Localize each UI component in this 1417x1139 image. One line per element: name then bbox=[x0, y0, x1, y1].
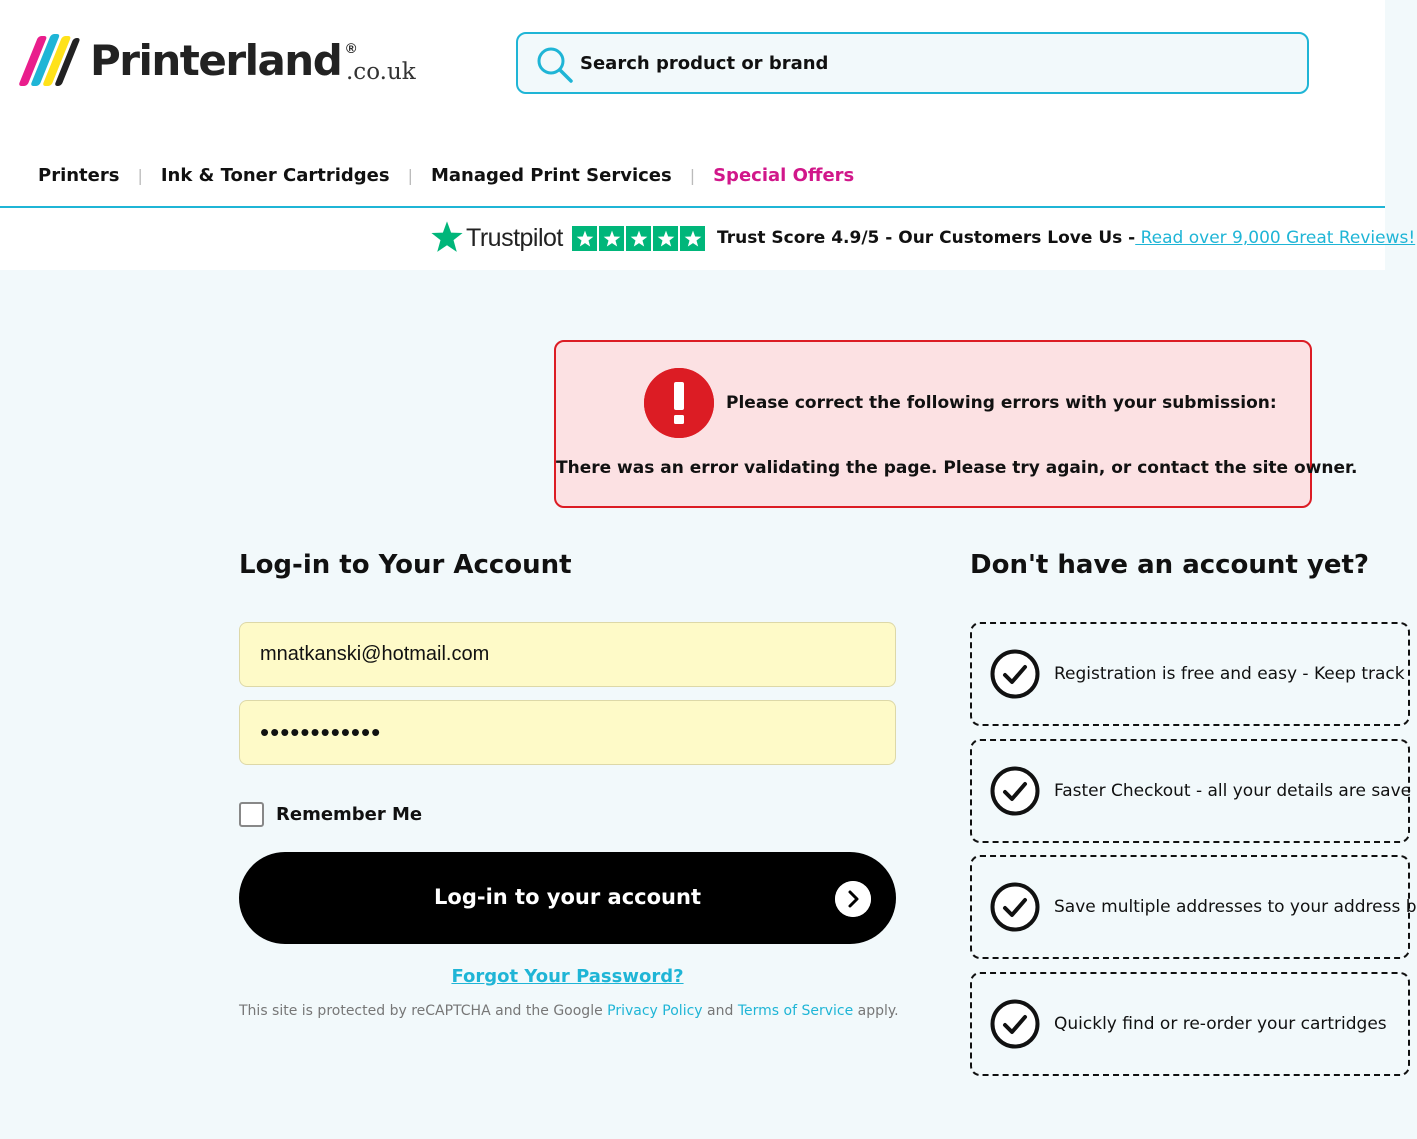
logo-stripes-icon bbox=[18, 32, 88, 90]
nav-item-managed-print[interactable]: Managed Print Services bbox=[430, 164, 672, 186]
main-nav bbox=[38, 160, 854, 190]
recaptcha-prefix: This site is protected by reCAPTCHA and the Google bbox=[239, 1003, 608, 1019]
exclamation-icon bbox=[644, 368, 714, 438]
nav-separator: | bbox=[689, 165, 696, 185]
benefit-text: Faster Checkout - all your details are save bbox=[1054, 781, 1412, 801]
check-circle-icon bbox=[990, 649, 1040, 699]
check-circle-icon bbox=[990, 882, 1040, 932]
trustpilot-star-icon bbox=[430, 220, 464, 254]
logo-wordmark: Printerland bbox=[90, 36, 342, 85]
login-heading: Log-in to Your Account bbox=[239, 550, 572, 580]
recaptcha-suffix: apply. bbox=[853, 1003, 899, 1019]
remember-me-checkbox[interactable] bbox=[239, 802, 264, 827]
trustpilot-name: Trustpilot bbox=[466, 224, 563, 252]
rating-star-icon bbox=[572, 226, 597, 251]
check-circle-icon bbox=[990, 999, 1040, 1049]
password-field[interactable] bbox=[239, 700, 896, 765]
trustpilot-rating bbox=[572, 226, 705, 251]
terms-of-service-link[interactable]: Terms of Service bbox=[737, 1003, 854, 1019]
benefit-text: Save multiple addresses to your address b bbox=[1054, 897, 1417, 917]
check-circle-icon bbox=[990, 766, 1040, 816]
nav-separator: | bbox=[407, 165, 413, 185]
benefit-item bbox=[970, 855, 1417, 959]
trust-score-label: Trust Score 4.9/5 - Our Customers Love Us - bbox=[717, 228, 1136, 248]
rating-star-icon bbox=[626, 226, 651, 251]
login-button-label: Log-in to your account bbox=[434, 885, 701, 909]
trust-score-text bbox=[717, 228, 1415, 248]
trustpilot-bar bbox=[0, 208, 1416, 270]
benefit-text: Quickly find or re-order your cartridges bbox=[1054, 1014, 1387, 1034]
error-message: There was an error validating the page. Please try again, or contact the site owner. bbox=[556, 458, 1358, 478]
register-heading: Don't have an account yet? bbox=[970, 550, 1370, 580]
logo-domain: .co.uk bbox=[346, 59, 416, 85]
recaptcha-and: and bbox=[702, 1003, 738, 1019]
remember-me[interactable] bbox=[239, 802, 422, 827]
benefit-item bbox=[970, 972, 1410, 1076]
error-title: Please correct the following errors with your submission: bbox=[726, 393, 1277, 413]
recaptcha-notice bbox=[239, 1003, 899, 1019]
search-icon[interactable] bbox=[536, 46, 574, 84]
reviews-link[interactable]: Read over 9,000 Great Reviews! bbox=[1135, 228, 1416, 248]
nav-item-ink-toner[interactable]: Ink & Toner Cartridges bbox=[160, 164, 390, 186]
site-header bbox=[0, 0, 1385, 207]
benefit-item bbox=[970, 739, 1410, 843]
rating-star-icon bbox=[653, 226, 678, 251]
nav-item-special-offers[interactable]: Special Offers bbox=[713, 164, 855, 186]
nav-separator: | bbox=[137, 165, 143, 185]
privacy-policy-link[interactable]: Privacy Policy bbox=[607, 1003, 703, 1019]
printerland-logo[interactable] bbox=[18, 30, 418, 92]
benefit-text: Registration is free and easy - Keep track bbox=[1054, 664, 1405, 684]
forgot-password bbox=[239, 966, 896, 987]
search-input[interactable] bbox=[580, 34, 1280, 92]
search-bar bbox=[516, 32, 1309, 94]
chevron-right-icon bbox=[835, 881, 871, 917]
benefit-item bbox=[970, 622, 1410, 726]
error-alert bbox=[554, 340, 1358, 508]
remember-me-label: Remember Me bbox=[276, 804, 423, 825]
login-button[interactable] bbox=[239, 852, 896, 944]
email-field[interactable] bbox=[239, 622, 896, 687]
rating-star-icon bbox=[599, 226, 624, 251]
logo-registered-mark: ® bbox=[346, 40, 357, 56]
forgot-password-link[interactable]: Forgot Your Password? bbox=[451, 966, 684, 987]
nav-item-printers[interactable]: Printers bbox=[38, 164, 120, 186]
rating-star-icon bbox=[680, 226, 705, 251]
